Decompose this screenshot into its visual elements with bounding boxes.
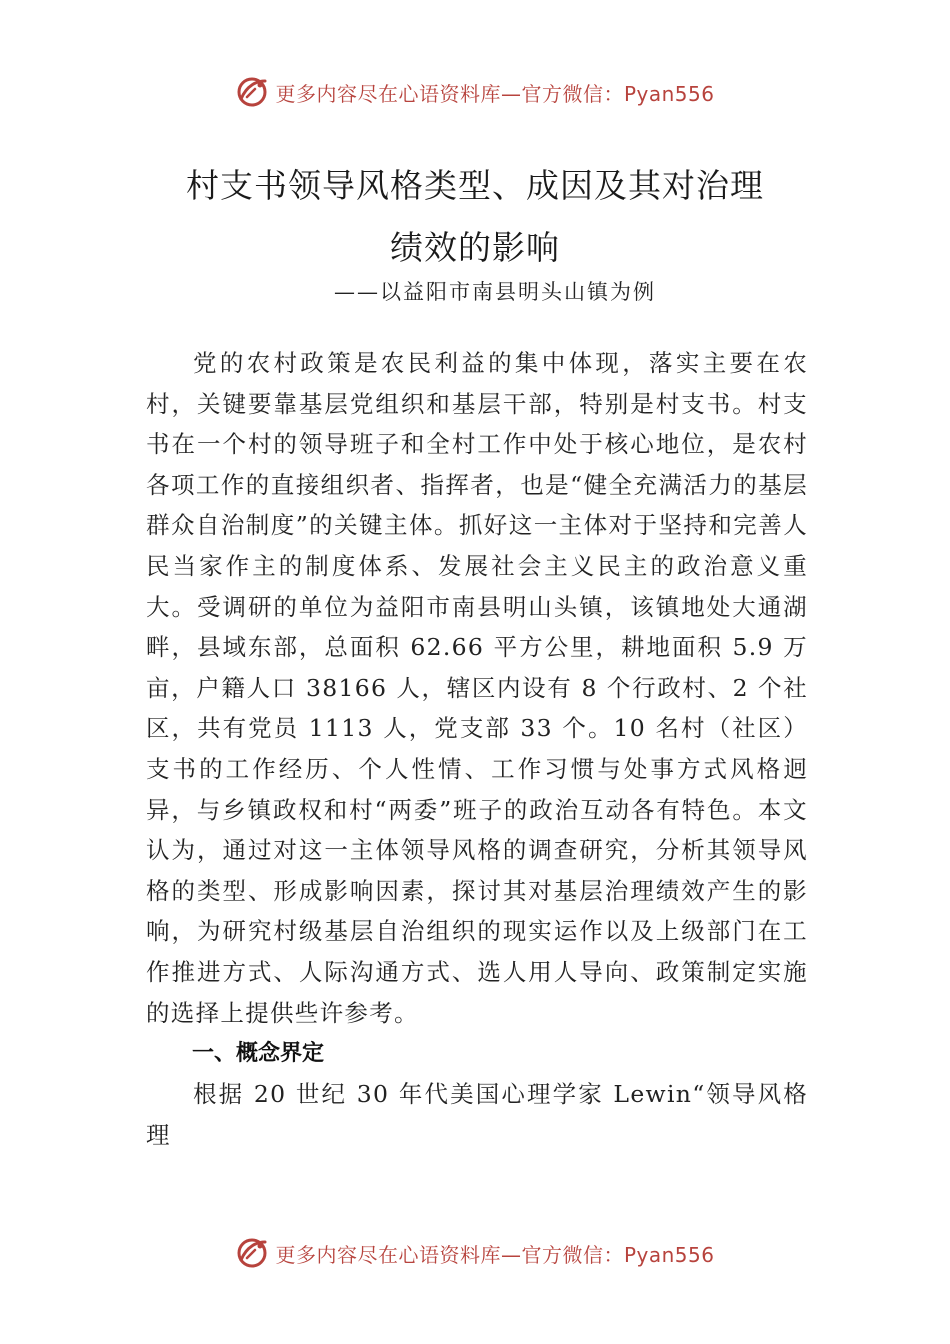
body-paragraph-1: 党的农村政策是农民利益的集中体现，落实主要在农村，关键要靠基层党组织和基层干部，特别是村支书。村支书在一个村的领导班子和全村工作中处于核心地位，是农村各项工作的直接组织者、指挥者，也是“健全充满活力的基层群众自治制度”的关键主体。抓好这一主体对于坚持和完善人民当家作主的制度体系、发展社会主义民主的政治意义重大。受调研的单位为益阳市南县明山头镇，该镇地处大通湖畔，县域东部，总面积 62.66 平方公里，耕地面积 5.9 万亩，户籍人口 38166 人，辖区内设有 8 个行政村、2 个社区，共有党员 1113 人，党支部 33 个。10 名村（社区）支书的工作经历、个人性情、工作习惯与处事方式风格迥异，与乡镇政权和村“两委”班子的政治互动各有特色。本文认为，通过对这一主体领导风格的调查研究，分析其领导风格的类型、形成影响因素，探讨其对基层治理绩效产生的影响，为研究村级基层自治组织的现实运作以及上级部门在工作推进方式、人际沟通方式、选人用人导向、政策制定实施的选择上提供些许参考。 (146, 349, 808, 1027)
document-title-line-1: 村支书领导风格类型、成因及其对治理 (186, 166, 764, 205)
watermark-header (0, 72, 950, 112)
library-logo-icon (235, 75, 269, 109)
document-title-line-2: 绩效的影响 (390, 228, 560, 267)
document-subtitle: ——以益阳市南县明头山镇为例 (334, 280, 656, 304)
watermark-text: 更多内容尽在心语资料库—官方微信：Pyan556 (275, 1242, 715, 1267)
document-body (146, 343, 808, 1155)
watermark-footer (0, 1233, 950, 1273)
body-paragraph-2: 根据 20 世纪 30 年代美国心理学家 Lewin“领导风格理 (146, 1080, 808, 1149)
watermark-text: 更多内容尽在心语资料库—官方微信：Pyan556 (275, 81, 715, 106)
section-heading-concepts: 一、概念界定 (192, 1041, 325, 1067)
library-logo-icon (235, 1236, 269, 1270)
